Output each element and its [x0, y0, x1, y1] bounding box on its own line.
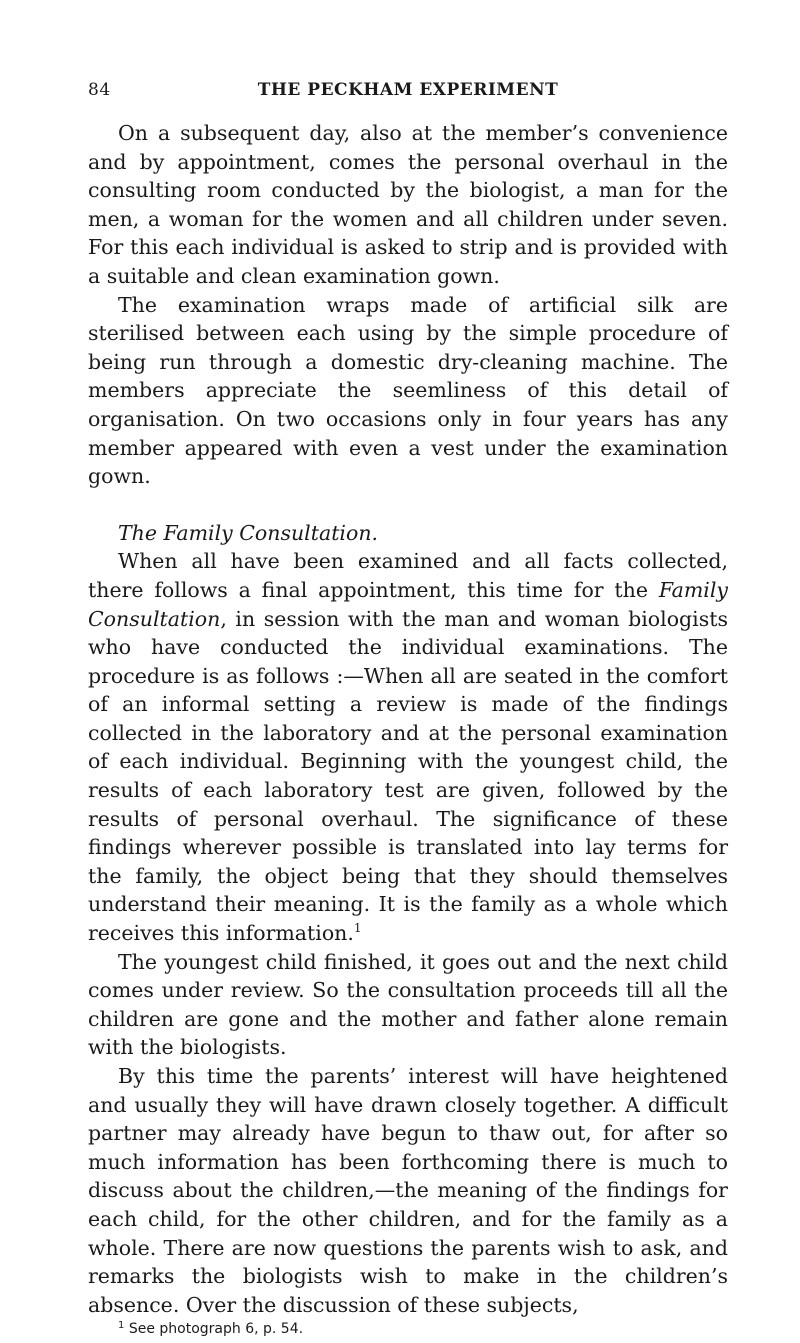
paragraph-parents-interest: By this time the parents’ interest will have heightened and usually they will have drawn closely together. A difficult partner may already have begun to thaw out, for after so much information has been forthcoming there is much to discuss about the children,—the meaning of the findings for each child, for the other children, and for the family as a whole. There are now questions the parents wish to ask, and remarks the biologists wish to make in the children’s absence. Over the discussion of these subjects,: [88, 1064, 728, 1317]
footnote: [118, 1320, 303, 1338]
italic-term: Family Consultation: [88, 577, 728, 631]
paragraph-text: When all have been examined and all facts collected, there follows a final appointment, this time for the: [88, 549, 728, 602]
paragraph-youngest-child: The youngest child finished, it goes out and the next child comes under review. So the consultation proceeds till all the children are gone and the mother and father alone remain with the biologists.: [88, 949, 728, 1060]
running-head: [88, 80, 728, 110]
paragraph-family-consultation: [88, 547, 728, 947]
page-number: 84: [88, 80, 111, 100]
footnote-text: See photograph 6, p. 54.: [128, 1321, 304, 1337]
running-title: THE PECKHAM EXPERIMENT: [257, 80, 559, 100]
paragraph-text: , in session with the man and woman biologists who have conducted the individual examinations. The procedure is as follows :—When all are seated in the comfort of an informal setting a review is made of the findings collected in the laboratory and at the personal examination of each individual. Beginning with the youngest child, the results of each laboratory test are given, followed by the results of personal overhaul. The significance of these findings wherever possible is translated into lay terms for the family, the object being that they should themselves understand their meaning. It is the family as a whole which receives this information.: [88, 606, 728, 946]
paragraph-exam-appointment: On a subsequent day, also at the member’s convenience and by appointment, comes the personal overhaul in the consulting room conducted by the biologist, a man for the men, a woman for the women and all children under seven. For this each individual is asked to strip and is provided with a suitable and clean examination gown.: [88, 121, 728, 288]
footnote-reference[interactable]: 1: [353, 921, 362, 936]
body-text: [88, 119, 728, 1319]
section-heading: The Family Consultation.: [118, 520, 379, 545]
paragraph-examination-wraps: The examination wraps made of artificial silk are sterilised between each using by the simple procedure of being run through a domestic dry-cleaning machine. The members appreciate the seemliness of this detail of organisation. On two occasions only in four years has any member appeared with even a vest under the examination gown.: [88, 292, 728, 489]
footnote-marker: 1: [118, 1320, 125, 1331]
